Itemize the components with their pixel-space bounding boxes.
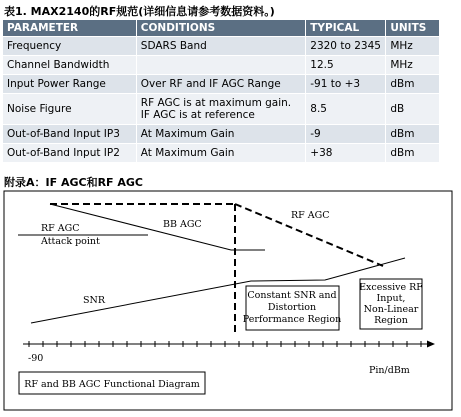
rf-agc-attack-label: RF AGC [41,223,80,234]
cell-parameter: Noise Figure [3,94,136,125]
excessive-rf-line1: Excessive RF [359,282,423,293]
constant-snr-line3: Performance Region [242,314,342,325]
conditions-line: IF AGC is at reference [140,109,255,121]
rf-agc-label: RF AGC [291,210,330,221]
bb-agc-label: BB AGC [163,219,202,230]
cell-parameter: Out-of-Band Input IP2 [3,144,136,163]
header-parameter: PARAMETER [3,20,136,37]
cell-typical: -91 to +3 [306,75,386,94]
conditions-line: RF AGC is at maximum gain. [140,97,292,109]
cell-parameter: Channel Bandwidth [3,56,136,75]
cell-parameter: Input Power Range [3,75,136,94]
table-row [3,56,440,75]
cell-conditions: At Maximum Gain [136,125,305,144]
cell-typical: 12.5 [306,56,386,75]
constant-snr-line2: Distortion [267,302,317,313]
x-axis-min-label: -90 [28,353,44,364]
cell-conditions: At Maximum Gain [136,144,305,163]
table-row [3,94,440,125]
diagram-title: RF and BB AGC Functional Diagram [24,379,200,390]
table-header-row [3,20,440,37]
agc-functional-diagram [3,190,455,412]
cell-typical: +38 [306,144,386,163]
table-row [3,144,440,163]
constant-snr-line1: Constant SNR and [247,290,337,301]
cell-conditions: SDARS Band [136,37,305,56]
cell-units: dBm [386,144,440,163]
header-typical: TYPICAL [306,20,386,37]
table-caption: 表1. MAX2140的RF规范(详细信息请参考数据资料。) [4,5,275,18]
attack-point-label: Attack point [41,236,100,247]
x-axis-label: Pin/dBm [369,365,410,376]
cell-units: dBm [386,125,440,144]
cell-typical: 8.5 [306,94,386,125]
cell-typical: 2320 to 2345 [306,37,386,56]
snr-label: SNR [83,295,105,306]
cell-parameter: Frequency [3,37,136,56]
cell-typical: -9 [306,125,386,144]
cell-conditions [136,94,305,125]
cell-parameter: Out-of-Band Input IP3 [3,125,136,144]
cell-conditions: Over RF and IF AGC Range [136,75,305,94]
cell-units: MHz [386,56,440,75]
excessive-rf-line4: Region [374,315,408,326]
cell-units: MHz [386,37,440,56]
excessive-rf-line3: Non-Linear [363,304,419,315]
rf-spec-table [3,20,440,162]
cell-units: dBm [386,75,440,94]
cell-conditions [136,56,305,75]
table-row [3,37,440,56]
header-units: UNITS [386,20,440,37]
appendix-title: 附录A：IF AGC和RF AGC [4,176,143,189]
table-row [3,75,440,94]
excessive-rf-line2: Input, [376,293,406,304]
cell-units: dB [386,94,440,125]
table-row [3,125,440,144]
header-conditions: CONDITIONS [136,20,305,37]
